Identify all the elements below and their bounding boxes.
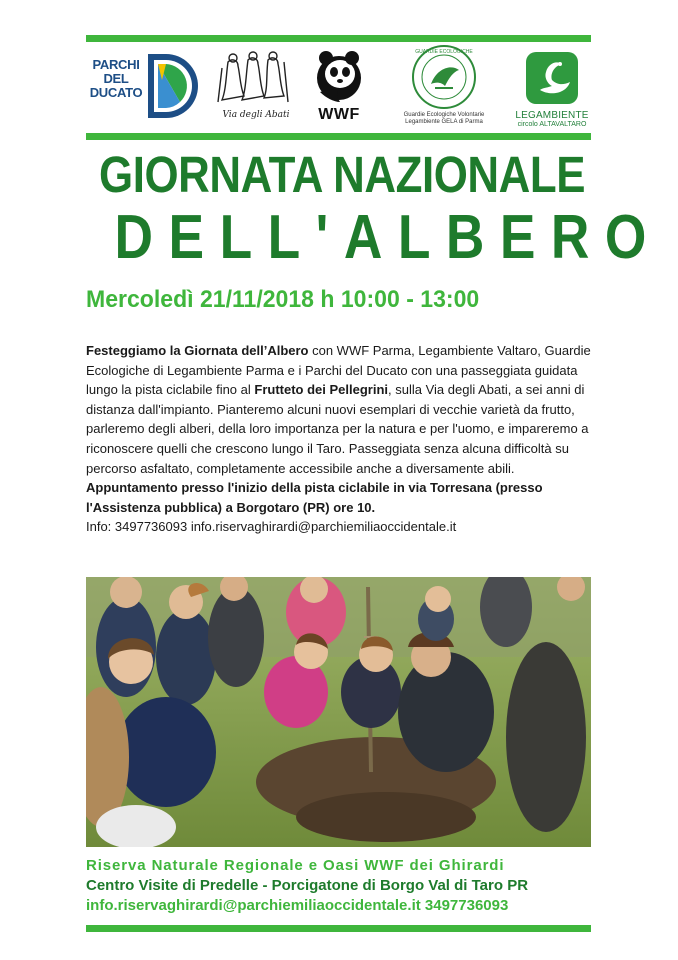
guardie-line1: Guardie Ecologiche Volontarie [403, 112, 485, 118]
parchi-line2: DEL [103, 71, 129, 86]
event-description [86, 341, 598, 537]
info-line: Info: 3497736093 info.riservaghirardi@parchiemiliaoccidentale.it [86, 519, 457, 535]
parchi-line1: PARCHI [92, 57, 140, 72]
logos-bottom-bar [86, 133, 591, 140]
description-paragraph [86, 341, 598, 478]
footer-visitor-center: Centro Visite di Predelle - Porcigatone di Borgo Val di Taro PR [86, 877, 529, 894]
parchi-del-ducato-icon [136, 50, 208, 122]
title-line1: GIORNATA NAZIONALE [99, 146, 586, 203]
top-green-bar [86, 35, 591, 42]
footer-reserve-name: Riserva Naturale Regionale e Oasi WWF dei Ghirardi [86, 857, 505, 874]
children-planting-tree-photo [86, 577, 591, 847]
partner-logos [86, 44, 591, 132]
intro-bold: Festeggiamo la Giornata dell’Albero [86, 343, 309, 358]
legambiente-name: LEGAMBIENTE [515, 110, 589, 121]
wwf-panda-icon [312, 48, 366, 104]
guardie-ecologiche-emblem-icon [411, 44, 477, 110]
via-degli-abati-pilgrims-icon [214, 48, 292, 112]
via-degli-abati-label: Via degli Abati [222, 110, 290, 120]
parchi-line3: DUCATO [89, 85, 143, 100]
bottom-green-bar [86, 925, 591, 932]
appuntamento-paragraph [86, 478, 598, 517]
wwf-label: WWF [318, 106, 360, 123]
legambiente-circolo: circolo ALTAVALTARO [517, 121, 587, 128]
description-rest: , sulla Via degli Abati, a sei anni di distanza dall'impianto. Pianteremo alcuni nuovi esemplari di vecchie varietà da frutto, parleremo degli alberi, della loro importanza per la natura e per l'uomo, e impareremo a riconoscere quelli che crescono lungo il Taro. Passeggiata senza alcuna difficoltà su percorso asfaltato, completamente accessibile anche a diversamente abili. [86, 382, 589, 476]
guardie-line2: Legambiente GELA di Parma [405, 119, 483, 125]
legambiente-swan-icon [524, 50, 580, 106]
guardie-ecologiche-caption [392, 112, 496, 126]
legambiente-label [506, 110, 598, 128]
intro-rest: con WWF Parma, Legambiente Valtaro, Guardie Ecologiche di Legambiente Parma e i Parchi del Ducato con una passeggiata guidata lungo la pista ciclabile fino al [86, 343, 591, 398]
event-date-time: Mercoledì 21/11/2018 h 10:00 - 13:00 [86, 286, 480, 313]
title-line2: DELL'ALBERO [114, 203, 662, 272]
svg-text:GUARDIE ECOLOGICHE: GUARDIE ECOLOGICHE [415, 49, 473, 55]
appuntamento-text: Appuntamento presso l'inizio della pista ciclabile in via Torresana (presso l'Assistenza pubblica) a Borgotaro (PR) ore 10. [86, 480, 543, 515]
footer-contact: info.riservaghirardi@parchiemiliaoccidentale.it 3497736093 [86, 897, 509, 914]
frutteto-bold: Frutteto dei Pellegrini [254, 382, 389, 398]
